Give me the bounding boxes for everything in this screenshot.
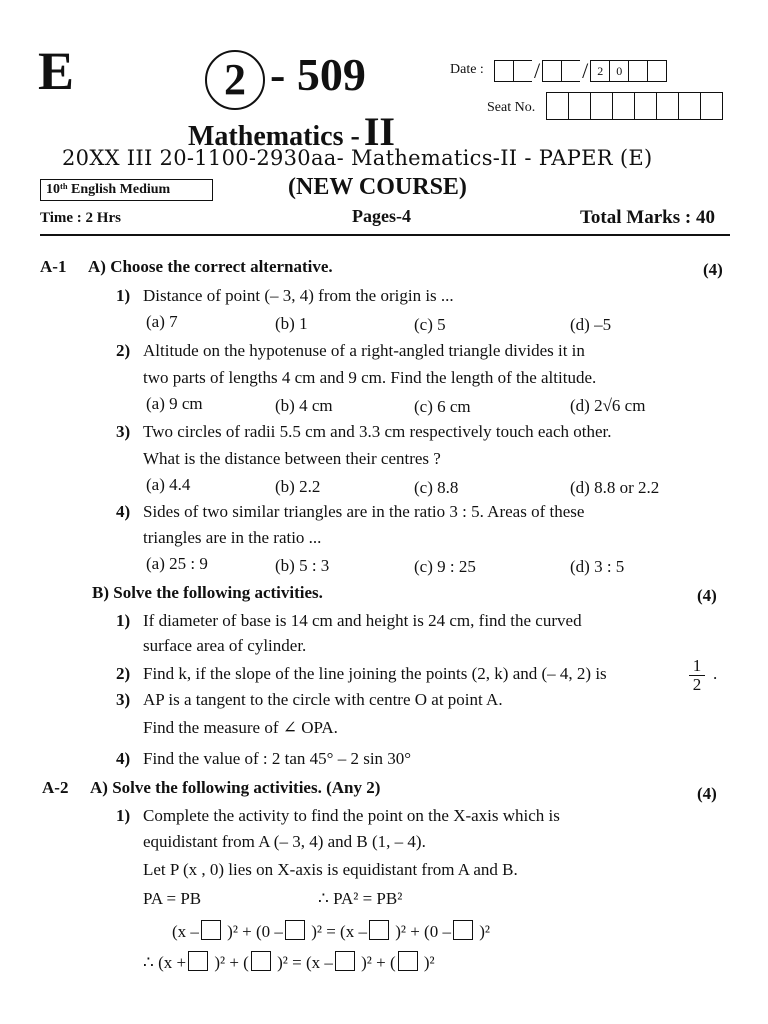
section-marks: (4) bbox=[703, 260, 723, 279]
option-d: (d) –5 bbox=[570, 315, 612, 334]
option-b: (b) 5 : 3 bbox=[275, 556, 330, 575]
section-heading: A) Choose the correct alternative. bbox=[88, 257, 333, 276]
seat-label: Seat No. bbox=[487, 100, 536, 115]
section-heading: A) Solve the following activities. (Any 2) bbox=[90, 778, 381, 797]
option-c: (c) 8.8 bbox=[414, 478, 459, 497]
date-year-box-2: 0 bbox=[609, 60, 628, 82]
option-a: (a) 7 bbox=[146, 312, 178, 331]
option-d: (d) 3 : 5 bbox=[570, 557, 625, 576]
blank-box[interactable] bbox=[335, 951, 355, 971]
paper-code-circle: 2 bbox=[205, 50, 265, 110]
question-text: Find the measure of ∠ OPA. bbox=[143, 718, 338, 737]
equation-line: ∴ PA² = PB² bbox=[318, 889, 403, 908]
blank-box[interactable] bbox=[369, 920, 389, 940]
date-label: Date : bbox=[450, 62, 484, 77]
question-number: 1) bbox=[116, 806, 131, 825]
option-d: (d) 8.8 or 2.2 bbox=[570, 478, 660, 497]
seat-box[interactable] bbox=[700, 92, 723, 120]
time-label: Time : 2 Hrs bbox=[40, 210, 121, 226]
option-b: (b) 2.2 bbox=[275, 477, 321, 496]
option-b: (b) 1 bbox=[275, 314, 308, 333]
option-c: (c) 5 bbox=[414, 315, 446, 334]
date-year-box-3[interactable] bbox=[628, 60, 647, 82]
blank-box[interactable] bbox=[453, 920, 473, 940]
question-text: Find k, if the slope of the line joining the points (2, k) and (– 4, 2) is bbox=[143, 664, 607, 683]
equation-part: ∴ (x + bbox=[143, 953, 187, 972]
equation-part: )² + ( bbox=[356, 953, 396, 972]
paper-line: 20XX III 20-1100-2930aa- Mathematics-II - PAPER (E) bbox=[62, 146, 653, 170]
fraction-numerator: 1 bbox=[692, 656, 702, 675]
option-a: (a) 9 cm bbox=[146, 394, 203, 413]
blank-box[interactable] bbox=[251, 951, 271, 971]
equation-part: )² + (0 – bbox=[390, 922, 451, 941]
question-text: Complete the activity to find the point on the X-axis which is bbox=[143, 806, 560, 825]
blank-box[interactable] bbox=[398, 951, 418, 971]
seat-box[interactable] bbox=[568, 92, 590, 120]
question-text: Sides of two similar triangles are in the ratio 3 : 5. Areas of these bbox=[143, 502, 585, 521]
date-month-box-2[interactable] bbox=[561, 60, 580, 82]
option-a: (a) 25 : 9 bbox=[146, 554, 208, 573]
fraction bbox=[689, 657, 705, 694]
question-text: two parts of lengths 4 cm and 9 cm. Find the length of the altitude. bbox=[143, 368, 597, 387]
question-number: 3) bbox=[116, 422, 131, 441]
option-c: (c) 6 cm bbox=[414, 397, 471, 416]
seat-box[interactable] bbox=[546, 92, 568, 120]
section-label: A-2 bbox=[42, 778, 69, 797]
question-number: 3) bbox=[116, 690, 131, 709]
medium-badge: 10ᵗʰ English Medium bbox=[40, 179, 213, 201]
question-text: Two circles of radii 5.5 cm and 3.3 cm respectively touch each other. bbox=[143, 422, 612, 441]
question-text: Altitude on the hypotenuse of a right-angled triangle divides it in bbox=[143, 341, 585, 360]
section-label: A-1 bbox=[40, 257, 67, 276]
question-number: 1) bbox=[116, 286, 131, 305]
option-a: (a) 4.4 bbox=[146, 475, 191, 494]
pages-label: Pages-4 bbox=[352, 206, 411, 226]
date-day-box-1[interactable] bbox=[494, 60, 513, 82]
seat-box[interactable] bbox=[612, 92, 634, 120]
question-text: Find the value of : 2 tan 45° – 2 sin 30° bbox=[143, 749, 412, 768]
equation-part: )² + (0 – bbox=[222, 922, 283, 941]
equation-part: (x – bbox=[172, 922, 199, 941]
period: . bbox=[713, 664, 718, 683]
equation-part: )² = (x – bbox=[306, 922, 367, 941]
date-field[interactable] bbox=[494, 58, 667, 84]
option-c: (c) 9 : 25 bbox=[414, 557, 476, 576]
equation-part: )² + ( bbox=[210, 953, 249, 972]
date-year-box-4[interactable] bbox=[647, 60, 667, 82]
option-b: (b) 4 cm bbox=[275, 396, 333, 415]
question-number: 1) bbox=[116, 611, 131, 630]
question-text: surface area of cylinder. bbox=[143, 636, 307, 655]
equation-part: )² bbox=[419, 953, 435, 972]
date-year-box-1: 2 bbox=[590, 60, 609, 82]
question-number: 4) bbox=[116, 502, 131, 521]
section-marks: (4) bbox=[697, 784, 717, 803]
date-separator: / bbox=[582, 58, 589, 83]
question-text: What is the distance between their centres ? bbox=[143, 449, 441, 468]
question-number: 4) bbox=[116, 749, 131, 768]
blank-box[interactable] bbox=[285, 920, 305, 940]
date-month-box-1[interactable] bbox=[542, 60, 561, 82]
seat-box[interactable] bbox=[678, 92, 700, 120]
subject-name: Mathematics - bbox=[188, 121, 360, 152]
equation-blanks-1 bbox=[172, 920, 490, 942]
question-number: 2) bbox=[116, 664, 131, 683]
blank-box[interactable] bbox=[201, 920, 221, 940]
seat-box[interactable] bbox=[634, 92, 656, 120]
fraction-denominator: 2 bbox=[689, 675, 705, 694]
equation-part: )² = (x – bbox=[272, 953, 333, 972]
date-separator: / bbox=[534, 58, 541, 83]
section-heading: B) Solve the following activities. bbox=[92, 583, 323, 602]
question-text: If diameter of base is 14 cm and height is 24 cm, find the curved bbox=[143, 611, 582, 630]
seat-number-field[interactable] bbox=[546, 92, 723, 120]
question-text: equidistant from A (– 3, 4) and B (1, – 4). bbox=[143, 832, 426, 851]
section-marks: (4) bbox=[697, 586, 717, 605]
option-d: (d) 2√6 cm bbox=[570, 396, 646, 415]
seat-box[interactable] bbox=[656, 92, 678, 120]
blank-box[interactable] bbox=[188, 951, 208, 971]
total-marks: Total Marks : 40 bbox=[580, 207, 715, 228]
question-text: Distance of point (– 3, 4) from the origin is ... bbox=[143, 286, 454, 305]
date-day-box-2[interactable] bbox=[513, 60, 532, 82]
equation-line: PA = PB bbox=[143, 889, 202, 908]
equation-part: )² bbox=[474, 922, 490, 941]
question-text: Let P (x , 0) lies on X-axis is equidistant from A and B. bbox=[143, 860, 518, 879]
question-text: triangles are in the ratio ... bbox=[143, 528, 322, 547]
paper-code: - 509 bbox=[270, 49, 366, 100]
equation-blanks-2 bbox=[143, 951, 435, 973]
question-text: AP is a tangent to the circle with centre O at point A. bbox=[143, 690, 503, 709]
course-title: (NEW COURSE) bbox=[288, 174, 467, 200]
subject-numeral: II bbox=[363, 109, 395, 154]
question-number: 2) bbox=[116, 341, 131, 360]
header-divider bbox=[40, 234, 730, 236]
paper-letter: E bbox=[38, 41, 75, 101]
seat-box[interactable] bbox=[590, 92, 612, 120]
